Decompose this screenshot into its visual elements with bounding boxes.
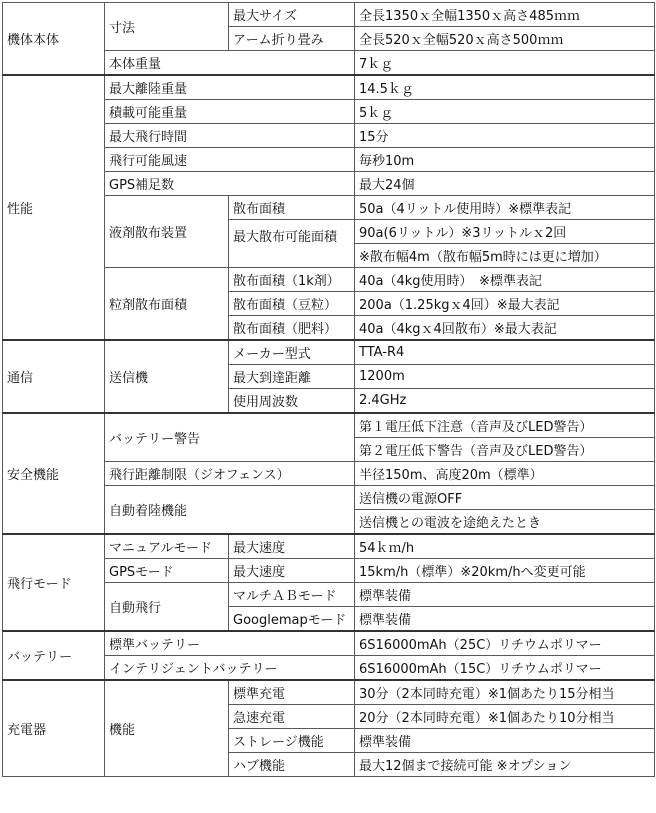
item-cell: 散布面積（1k剤） (229, 268, 355, 292)
subcategory-cell: 粒剤散布面積 (105, 268, 229, 341)
item-cell: 散布面積（豆粒） (229, 292, 355, 316)
value-cell: 15km/h（標準）※20km/hへ変更可能 (355, 559, 655, 583)
value-cell: 標準装備 (355, 607, 655, 632)
value-cell: 全長520ｘ全幅520ｘ高さ500ｍｍ (355, 27, 655, 51)
item-cell: 最大速度 (229, 534, 355, 559)
table-row (3, 534, 655, 559)
subcategory-cell: 送信機 (105, 340, 229, 413)
item-cell: 急速充電 (229, 705, 355, 729)
value-cell: 40a（4kg使用時） ※標準表記 (355, 268, 655, 292)
item-cell: ハブ機能 (229, 753, 355, 777)
item-cell: 最大速度 (229, 559, 355, 583)
value-cell: 50a（4リットル使用時）※標準表記 (355, 196, 655, 220)
subcategory-cell: 自動着陸機能 (105, 486, 355, 535)
subcategory-cell: マニュアルモード (105, 534, 229, 559)
spec-table (2, 2, 655, 777)
item-cell: 最大到達距離 (229, 365, 355, 389)
category-cell: バッテリー (3, 631, 105, 680)
category-cell: 安全機能 (3, 413, 105, 534)
value-cell: 20分（2本同時充電）※1個あたり10分相当 (355, 705, 655, 729)
value-cell: 毎秒10m (355, 148, 655, 172)
subcategory-cell: 液剤散布装置 (105, 196, 229, 268)
item-cell: メーカー型式 (229, 340, 355, 365)
value-cell: 2.4GHz (355, 389, 655, 414)
table-row (3, 3, 655, 27)
subcategory-cell: インテリジェントバッテリー (105, 656, 355, 681)
value-cell: 30分（2本同時充電）※1個あたり15分相当 (355, 680, 655, 705)
value-cell: 送信機の電源OFF (355, 486, 655, 510)
value-cell: 標準装備 (355, 729, 655, 753)
category-cell: 機体本体 (3, 3, 105, 76)
table-row (3, 680, 655, 705)
subcategory-cell: 積載可能重量 (105, 100, 355, 124)
category-cell: 通信 (3, 340, 105, 413)
value-cell: 6S16000mAh（15C）リチウムポリマー (355, 656, 655, 681)
item-cell: 散布面積 (229, 196, 355, 220)
value-cell: 90a(6リットル）※3リットルｘ2回 (355, 220, 655, 244)
subcategory-cell: 寸法 (105, 3, 229, 51)
value-cell: 15分 (355, 124, 655, 148)
category-cell: 充電器 (3, 680, 105, 777)
category-cell: 性能 (3, 75, 105, 340)
subcategory-cell: バッテリー警告 (105, 413, 355, 462)
item-cell: 標準充電 (229, 680, 355, 705)
value-cell: 第２電圧低下警告（音声及びLED警告） (355, 438, 655, 462)
value-cell: 6S16000mAh（25C）リチウムポリマー (355, 631, 655, 656)
item-cell: 最大散布可能面積 (229, 220, 355, 268)
table-row (3, 631, 655, 656)
subcategory-cell: 飛行可能風速 (105, 148, 355, 172)
value-cell: 最大12個まで接続可能 ※オプション (355, 753, 655, 777)
value-cell: 第１電圧低下注意（音声及びLED警告） (355, 413, 655, 438)
value-cell: 40a（4kgｘ4回散布）※最大表記 (355, 316, 655, 341)
value-cell: 1200m (355, 365, 655, 389)
subcategory-cell: GPSモード (105, 559, 229, 583)
item-cell: 最大サイズ (229, 3, 355, 27)
value-cell: ※散布幅4m（散布幅5m時には更に増加） (355, 244, 655, 268)
item-cell: 使用周波数 (229, 389, 355, 414)
table-row (3, 413, 655, 438)
table-row (3, 75, 655, 100)
item-cell: 散布面積（肥料） (229, 316, 355, 341)
subcategory-cell: 最大飛行時間 (105, 124, 355, 148)
subcategory-cell: 最大離陸重量 (105, 75, 355, 100)
item-cell: マルチＡＢモード (229, 583, 355, 607)
category-cell: 飛行モード (3, 534, 105, 631)
value-cell: 半径150m、高度20m（標準） (355, 462, 655, 486)
value-cell: 全長1350ｘ全幅1350ｘ高さ485ｍｍ (355, 3, 655, 27)
value-cell: 200a（1.25kgｘ4回）※最大表記 (355, 292, 655, 316)
value-cell: 標準装備 (355, 583, 655, 607)
subcategory-cell: 標準バッテリー (105, 631, 355, 656)
subcategory-cell: 本体重量 (105, 51, 355, 76)
value-cell: 14.5ｋｇ (355, 75, 655, 100)
value-cell: 54ｋｍ/h (355, 534, 655, 559)
subcategory-cell: 機能 (105, 680, 229, 777)
subcategory-cell: 自動飛行 (105, 583, 229, 632)
subcategory-cell: GPS補足数 (105, 172, 355, 196)
item-cell: Googlemapモード (229, 607, 355, 632)
value-cell: TTA-R4 (355, 340, 655, 365)
value-cell: 7ｋｇ (355, 51, 655, 76)
value-cell: 5ｋｇ (355, 100, 655, 124)
value-cell: 最大24個 (355, 172, 655, 196)
subcategory-cell: 飛行距離制限（ジオフェンス） (105, 462, 355, 486)
item-cell: アーム折り畳み (229, 27, 355, 51)
table-row (3, 340, 655, 365)
value-cell: 送信機との電波を途絶えたとき (355, 510, 655, 535)
item-cell: ストレージ機能 (229, 729, 355, 753)
